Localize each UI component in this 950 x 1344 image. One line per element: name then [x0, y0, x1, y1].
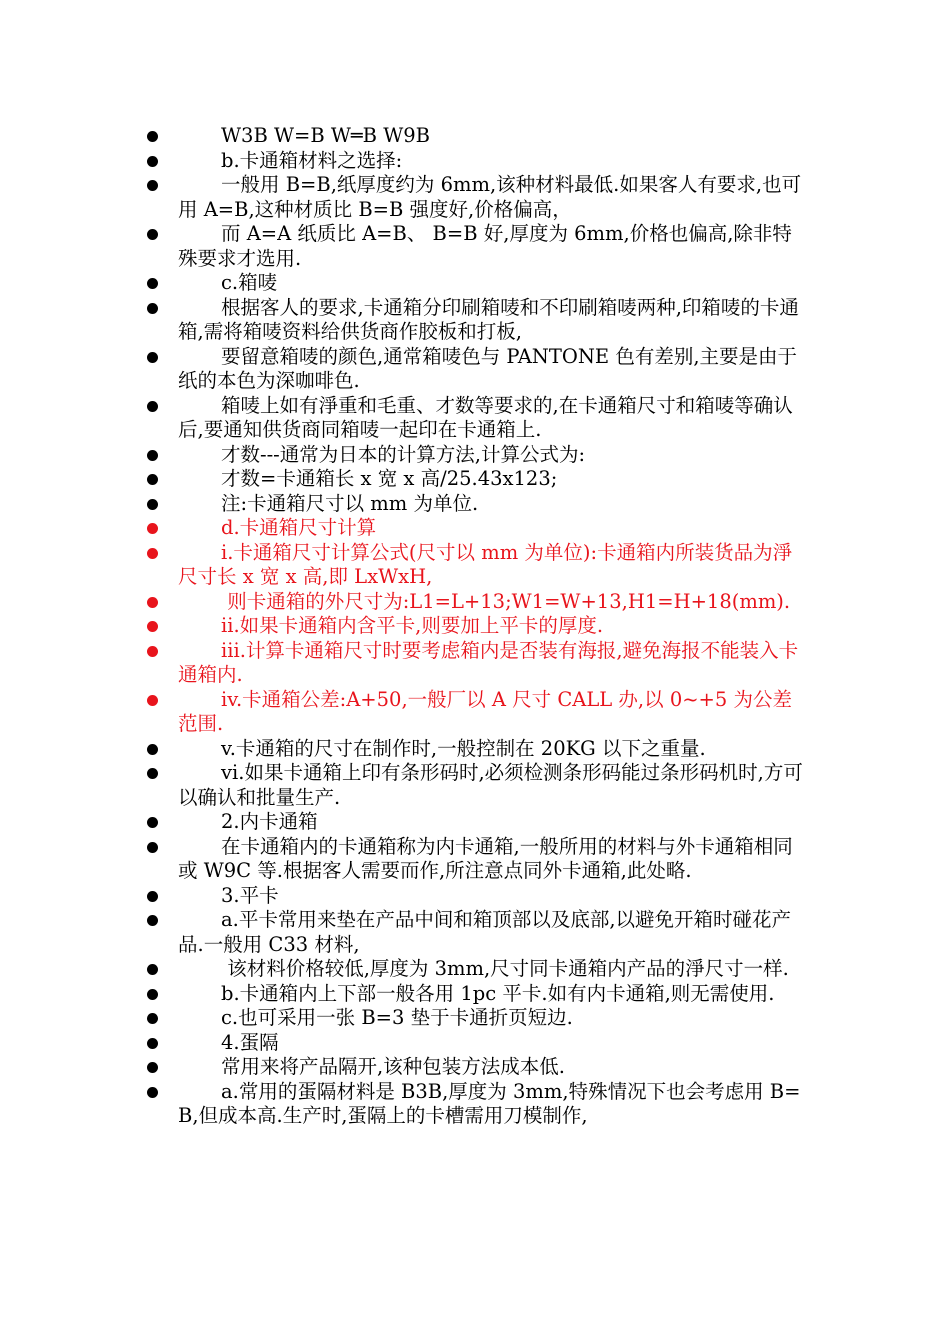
- list-item-text: iii.计算卡通箱尺寸时要考虑箱内是否装有海报,避免海报不能装入卡通箱内.: [178, 638, 799, 686]
- bullet-icon: [147, 621, 158, 632]
- list-item: [145, 467, 805, 492]
- list-item: [145, 394, 805, 443]
- list-item: [145, 737, 805, 762]
- list-item: [145, 835, 805, 884]
- bullet-icon: [147, 597, 158, 608]
- list-item: [145, 810, 805, 835]
- list-item: [145, 908, 805, 957]
- list-item-text: 才数=卡通箱长 x 宽 x 高/25.43x123;: [221, 467, 558, 490]
- list-item-text: 一般用 B=B,纸厚度约为 6mm,该种材料最低.如果客人有要求,也可用 A=B,这种材质比 B=B 强度好,价格偏高，: [178, 173, 802, 221]
- bullet-icon: [147, 131, 158, 142]
- bullet-icon: [147, 229, 158, 240]
- list-item: [145, 1080, 805, 1129]
- list-item-text: 才数---通常为日本的计算方法,计算公式为:: [221, 442, 586, 466]
- list-item: [145, 296, 805, 345]
- bullet-icon: [147, 646, 158, 657]
- bullet-icon: [147, 180, 158, 191]
- list-item: [145, 492, 805, 517]
- list-item-text: 箱唛上如有淨重和毛重、才数等要求的,在卡通箱尺寸和箱唛等确认后,要通知供货商同箱唛一起印在卡通箱上.: [178, 393, 793, 441]
- list-item-text: 而 A=A 纸质比 A=B、 B=B 好,厚度为 6mm,价格也偏高,除非特殊要求才选用.: [178, 222, 792, 270]
- list-item-text: c.箱唛: [221, 271, 278, 294]
- list-item-text: c.也可采用一张 B=3 垫于卡通折页短边.: [221, 1006, 573, 1029]
- list-item-text: vi.如果卡通箱上印有条形码时,必须检测条形码能过条形码机时,方可以确认和批量生产.: [178, 761, 803, 809]
- list-item: [145, 1031, 805, 1056]
- list-item: [145, 149, 805, 174]
- list-item-text: 4.蛋隔: [221, 1030, 279, 1054]
- list-item: [145, 1006, 805, 1031]
- list-item-highlighted: [145, 639, 805, 688]
- list-item-highlighted: [145, 614, 805, 639]
- list-item-text: b.卡通箱内上下部一般各用 1pc 平卡.如有内卡通箱,则无需使用.: [221, 981, 775, 1005]
- list-item-highlighted: [145, 688, 805, 737]
- list-item-text: 3.平卡: [221, 883, 279, 907]
- list-item: [145, 345, 805, 394]
- list-item: [145, 222, 805, 271]
- list-item-text: 在卡通箱内的卡通箱称为内卡通箱,一般所用的材料与外卡通箱相同或 W9C 等.根据客人需要而作,所注意点同外卡通箱,此处略.: [178, 834, 793, 882]
- bullet-icon: [147, 891, 158, 902]
- list-item-text: iv.卡通箱公差:A+50,一般厂以 A 尺寸 CALL 办,以 0~+5 为公差范围.: [178, 687, 793, 735]
- bullet-icon: [147, 278, 158, 289]
- list-item: [145, 124, 805, 149]
- bullet-icon: [147, 989, 158, 1000]
- list-item-highlighted: [145, 590, 805, 615]
- list-item-text: v.卡通箱的尺寸在制作时,一般控制在 20KG 以下之重量.: [221, 736, 706, 760]
- list-item-text: W3B W=B W═B W9B: [221, 124, 430, 147]
- list-item-text: b.卡通箱材料之选择:: [221, 148, 403, 172]
- bullet-icon: [147, 499, 158, 510]
- bullet-icon: [147, 768, 158, 779]
- list-item-text: ii.如果卡通箱内含平卡,则要加上平卡的厚度.: [221, 614, 604, 637]
- list-item-text: 则卡通箱的外尺寸为:L1=L+13;W1=W+13,H1=H+18(mm).: [221, 589, 791, 613]
- bullet-icon: [147, 744, 158, 755]
- list-item: [145, 982, 805, 1007]
- bullet-icon: [147, 156, 158, 167]
- bullet-icon: [147, 842, 158, 853]
- list-item: [145, 271, 805, 296]
- list-item-text: a.平卡常用来垫在产品中间和箱顶部以及底部,以避免开箱时碰花产品.一般用 C33 材料,: [178, 908, 792, 956]
- list-item-highlighted: [145, 541, 805, 590]
- bullet-icon: [147, 915, 158, 926]
- bullet-icon: [147, 1013, 158, 1024]
- list-item: [145, 443, 805, 468]
- list-item: [145, 1055, 805, 1080]
- list-item-text: 该材料价格较低,厚度为 3mm,尺寸同卡通箱内产品的淨尺寸一样.: [221, 957, 789, 980]
- list-item-text: i.卡通箱尺寸计算公式(尺寸以 mm 为单位):卡通箱内所装货品为淨尺寸长 x 宽 x 高,即 LxWxH,: [178, 540, 793, 588]
- list-item-text: a.常用的蛋隔材料是 B3B,厚度为 3mm,特殊情况下也会考虑用 B=B,但成本高.生产时,蛋隔上的卡槽需用刀模制作,: [178, 1079, 801, 1127]
- list-item: [145, 884, 805, 909]
- bullet-icon: [147, 352, 158, 363]
- list-item-text: 要留意箱唛的颜色,通常箱唛色与 PANTONE 色有差别,主要是由于纸的本色为深咖啡色.: [178, 344, 798, 392]
- list-item: [145, 761, 805, 810]
- list-item-text: 常用来将产品隔开,该种包装方法成本低.: [221, 1055, 565, 1078]
- bullet-icon: [147, 695, 158, 706]
- bullet-list: [145, 124, 805, 1129]
- bullet-icon: [147, 523, 158, 534]
- list-item-text: 根据客人的要求,卡通箱分印刷箱唛和不印刷箱唛两种,印箱唛的卡通箱,需将箱唛资料给供货商作胶板和打板,: [178, 295, 799, 343]
- bullet-icon: [147, 1038, 158, 1049]
- bullet-icon: [147, 548, 158, 559]
- bullet-icon: [147, 303, 158, 314]
- bullet-icon: [147, 1087, 158, 1098]
- list-item: [145, 173, 805, 222]
- bullet-icon: [147, 450, 158, 461]
- list-item-highlighted: [145, 516, 805, 541]
- bullet-icon: [147, 401, 158, 412]
- list-item: [145, 957, 805, 982]
- list-item-text: 注:卡通箱尺寸以 mm 为单位.: [221, 491, 479, 515]
- bullet-icon: [147, 964, 158, 975]
- bullet-icon: [147, 474, 158, 485]
- list-item-text: 2.内卡通箱: [221, 810, 318, 833]
- list-item-text: d.卡通箱尺寸计算: [221, 516, 377, 539]
- bullet-icon: [147, 1062, 158, 1073]
- bullet-icon: [147, 817, 158, 828]
